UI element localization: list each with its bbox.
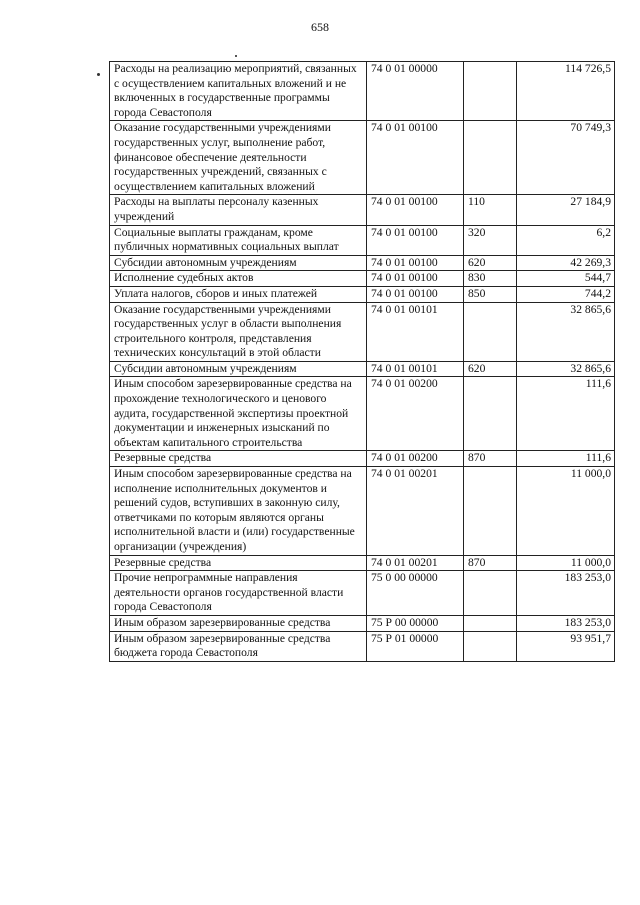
- amount-cell: 11 000,0: [517, 467, 615, 556]
- margin-mark: [97, 73, 100, 76]
- amount-cell: 27 184,9: [517, 195, 615, 225]
- table-row: [110, 271, 615, 287]
- expense-type-cell: [464, 377, 517, 451]
- expense-type-cell: [464, 571, 517, 616]
- page-number: 658: [311, 20, 329, 34]
- amount-cell: 183 253,0: [517, 571, 615, 616]
- expense-type-cell: 870: [464, 451, 517, 467]
- expense-type-cell: [464, 62, 517, 121]
- target-article-code-cell: 74 0 01 00101: [367, 302, 464, 361]
- amount-cell: 744,2: [517, 286, 615, 302]
- expense-type-cell: 110: [464, 195, 517, 225]
- amount-cell: 32 865,6: [517, 302, 615, 361]
- expense-type-cell: [464, 467, 517, 556]
- expense-type-cell: 620: [464, 361, 517, 377]
- target-article-code-cell: 74 0 01 00201: [367, 467, 464, 556]
- table-row: [110, 361, 615, 377]
- row-name-cell: Иным образом зарезервированные средства бюджета города Севастополя: [110, 631, 367, 661]
- expense-type-cell: [464, 302, 517, 361]
- table-row: [110, 377, 615, 451]
- expense-type-cell: 850: [464, 286, 517, 302]
- row-name-cell: Субсидии автономным учреждениям: [110, 255, 367, 271]
- amount-cell: 111,6: [517, 451, 615, 467]
- amount-cell: 42 269,3: [517, 255, 615, 271]
- amount-cell: 544,7: [517, 271, 615, 287]
- amount-cell: 93 951,7: [517, 631, 615, 661]
- row-name-cell: Расходы на реализацию мероприятий, связанных с осуществлением капитальных вложений и не включенных в государственные программы города Севастополя: [110, 62, 367, 121]
- target-article-code-cell: 74 0 01 00100: [367, 255, 464, 271]
- table-row: [110, 555, 615, 571]
- amount-cell: 11 000,0: [517, 555, 615, 571]
- target-article-code-cell: 74 0 01 00100: [367, 195, 464, 225]
- row-name-cell: Прочие непрограммные направления деятельности органов государственной власти города Севастополя: [110, 571, 367, 616]
- table-row: [110, 286, 615, 302]
- expense-type-cell: 870: [464, 555, 517, 571]
- target-article-code-cell: 74 0 01 00200: [367, 377, 464, 451]
- row-name-cell: Исполнение судебных актов: [110, 271, 367, 287]
- amount-cell: 70 749,3: [517, 121, 615, 195]
- target-article-code-cell: 74 0 01 00000: [367, 62, 464, 121]
- row-name-cell: Уплата налогов, сборов и иных платежей: [110, 286, 367, 302]
- table-row: [110, 571, 615, 616]
- table-row: [110, 302, 615, 361]
- row-name-cell: Резервные средства: [110, 555, 367, 571]
- target-article-code-cell: 75 Р 01 00000: [367, 631, 464, 661]
- expense-type-cell: [464, 121, 517, 195]
- amount-cell: 32 865,6: [517, 361, 615, 377]
- row-name-cell: Социальные выплаты гражданам, кроме публичных нормативных социальных выплат: [110, 225, 367, 255]
- table-row: [110, 467, 615, 556]
- row-name-cell: Резервные средства: [110, 451, 367, 467]
- expense-type-cell: [464, 631, 517, 661]
- budget-table-body: [110, 62, 615, 662]
- target-article-code-cell: 74 0 01 00100: [367, 225, 464, 255]
- table-row: [110, 121, 615, 195]
- row-name-cell: Оказание государственными учреждениями государственных услуг, выполнение работ, финансовое обеспечение деятельности государственных учреждений, связанных с осуществлением капитальных вложений: [110, 121, 367, 195]
- target-article-code-cell: 74 0 01 00101: [367, 361, 464, 377]
- amount-cell: 183 253,0: [517, 615, 615, 631]
- table-row: [110, 451, 615, 467]
- amount-cell: 111,6: [517, 377, 615, 451]
- table-row: [110, 255, 615, 271]
- target-article-code-cell: 74 0 01 00100: [367, 121, 464, 195]
- table-row: [110, 62, 615, 121]
- row-name-cell: Иным способом зарезервированные средства на исполнение исполнительных документов и решений судов, вступивших в законную силу, ответчиками по которым являются органы исполнительной власти и (или) государственные организации (учреждения): [110, 467, 367, 556]
- expense-type-cell: [464, 615, 517, 631]
- table-row: [110, 195, 615, 225]
- amount-cell: 6,2: [517, 225, 615, 255]
- target-article-code-cell: 74 0 01 00200: [367, 451, 464, 467]
- expense-type-cell: 620: [464, 255, 517, 271]
- row-name-cell: Иным образом зарезервированные средства: [110, 615, 367, 631]
- table-row: [110, 631, 615, 661]
- target-article-code-cell: 75 0 00 00000: [367, 571, 464, 616]
- table-row: [110, 615, 615, 631]
- row-name-cell: Иным способом зарезервированные средства на прохождение технологического и ценового аудита, государственной экспертизы проектной документации и инженерных изысканий по объектам капитального строительства: [110, 377, 367, 451]
- expense-type-cell: 320: [464, 225, 517, 255]
- scan-speck: [235, 55, 237, 57]
- row-name-cell: Субсидии автономным учреждениям: [110, 361, 367, 377]
- table-row: [110, 225, 615, 255]
- budget-table: [109, 61, 615, 662]
- row-name-cell: Расходы на выплаты персоналу казенных учреждений: [110, 195, 367, 225]
- amount-cell: 114 726,5: [517, 62, 615, 121]
- target-article-code-cell: 75 Р 00 00000: [367, 615, 464, 631]
- row-name-cell: Оказание государственными учреждениями государственных услуг в области выполнения строительного контроля, представления технических консультаций в этой области: [110, 302, 367, 361]
- target-article-code-cell: 74 0 01 00201: [367, 555, 464, 571]
- expense-type-cell: 830: [464, 271, 517, 287]
- target-article-code-cell: 74 0 01 00100: [367, 286, 464, 302]
- target-article-code-cell: 74 0 01 00100: [367, 271, 464, 287]
